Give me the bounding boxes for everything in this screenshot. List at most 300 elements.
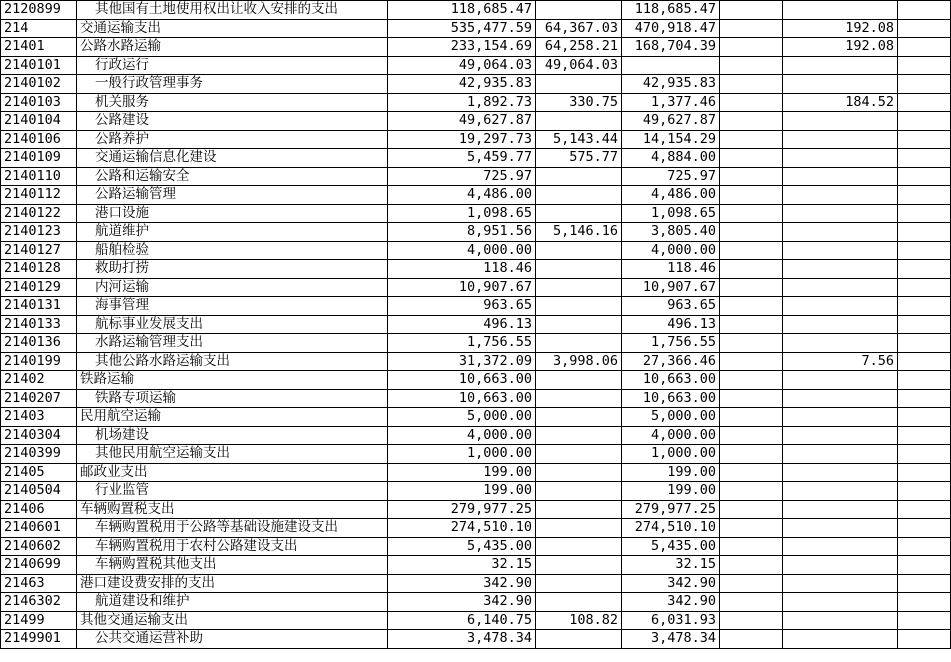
subject-name-cell: 民用航空运输 bbox=[77, 408, 388, 427]
project-expenditure-cell: 14,154.29 bbox=[622, 130, 720, 149]
table-row bbox=[1, 278, 951, 297]
amount-cell bbox=[898, 149, 951, 168]
amount-cell bbox=[720, 186, 783, 205]
table-row bbox=[1, 630, 951, 649]
amount-cell bbox=[720, 611, 783, 630]
amount-cell: 7.56 bbox=[783, 352, 898, 371]
subject-code-cell: 2140109 bbox=[1, 149, 77, 168]
amount-cell bbox=[720, 408, 783, 427]
amount-cell bbox=[720, 630, 783, 649]
amount-cell bbox=[720, 19, 783, 38]
subject-code-cell: 2140304 bbox=[1, 426, 77, 445]
subject-code-cell: 21405 bbox=[1, 463, 77, 482]
basic-expenditure-cell bbox=[536, 167, 622, 186]
project-expenditure-cell: 10,663.00 bbox=[622, 371, 720, 390]
subject-code-cell: 2140112 bbox=[1, 186, 77, 205]
subject-code-cell: 21499 bbox=[1, 611, 77, 630]
amount-cell bbox=[898, 75, 951, 94]
total-amount-cell: 1,756.55 bbox=[388, 334, 536, 353]
amount-cell bbox=[898, 556, 951, 575]
amount-cell bbox=[783, 75, 898, 94]
subject-name-cell: 港口设施 bbox=[77, 204, 388, 223]
subject-name-cell: 交通运输支出 bbox=[77, 19, 388, 38]
amount-cell: 184.52 bbox=[783, 93, 898, 112]
table-row bbox=[1, 1, 951, 20]
subject-code-cell: 21463 bbox=[1, 574, 77, 593]
subject-code-cell: 2140127 bbox=[1, 241, 77, 260]
amount-cell bbox=[898, 537, 951, 556]
project-expenditure-cell: 274,510.10 bbox=[622, 519, 720, 538]
total-amount-cell: 31,372.09 bbox=[388, 352, 536, 371]
amount-cell bbox=[783, 389, 898, 408]
project-expenditure-cell: 27,366.46 bbox=[622, 352, 720, 371]
amount-cell bbox=[783, 371, 898, 390]
amount-cell bbox=[898, 19, 951, 38]
subject-code-cell: 2140104 bbox=[1, 112, 77, 131]
basic-expenditure-cell bbox=[536, 241, 622, 260]
project-expenditure-cell: 4,000.00 bbox=[622, 426, 720, 445]
project-expenditure-cell: 5,000.00 bbox=[622, 408, 720, 427]
subject-name-cell: 港口建设费安排的支出 bbox=[77, 574, 388, 593]
subject-code-cell: 2140101 bbox=[1, 56, 77, 75]
total-amount-cell: 496.13 bbox=[388, 315, 536, 334]
amount-cell bbox=[720, 241, 783, 260]
project-expenditure-cell bbox=[622, 56, 720, 75]
amount-cell bbox=[720, 445, 783, 464]
subject-name-cell: 机关服务 bbox=[77, 93, 388, 112]
amount-cell bbox=[898, 352, 951, 371]
project-expenditure-cell: 1,098.65 bbox=[622, 204, 720, 223]
basic-expenditure-cell bbox=[536, 334, 622, 353]
table-row bbox=[1, 56, 951, 75]
basic-expenditure-cell bbox=[536, 482, 622, 501]
subject-code-cell: 2149901 bbox=[1, 630, 77, 649]
total-amount-cell: 10,663.00 bbox=[388, 371, 536, 390]
table-row bbox=[1, 297, 951, 316]
amount-cell bbox=[720, 93, 783, 112]
amount-cell bbox=[898, 241, 951, 260]
amount-cell bbox=[783, 500, 898, 519]
basic-expenditure-cell: 330.75 bbox=[536, 93, 622, 112]
total-amount-cell: 279,977.25 bbox=[388, 500, 536, 519]
amount-cell bbox=[898, 38, 951, 57]
amount-cell bbox=[898, 389, 951, 408]
total-amount-cell: 4,486.00 bbox=[388, 186, 536, 205]
table-row bbox=[1, 556, 951, 575]
basic-expenditure-cell bbox=[536, 556, 622, 575]
table-row bbox=[1, 482, 951, 501]
amount-cell bbox=[898, 315, 951, 334]
amount-cell: 192.08 bbox=[783, 19, 898, 38]
total-amount-cell: 5,000.00 bbox=[388, 408, 536, 427]
project-expenditure-cell: 4,884.00 bbox=[622, 149, 720, 168]
amount-cell bbox=[720, 500, 783, 519]
basic-expenditure-cell bbox=[536, 537, 622, 556]
amount-cell bbox=[783, 204, 898, 223]
total-amount-cell: 233,154.69 bbox=[388, 38, 536, 57]
table-row bbox=[1, 38, 951, 57]
amount-cell bbox=[783, 408, 898, 427]
amount-cell bbox=[783, 574, 898, 593]
basic-expenditure-cell bbox=[536, 593, 622, 612]
project-expenditure-cell: 118.46 bbox=[622, 260, 720, 279]
subject-code-cell: 2140136 bbox=[1, 334, 77, 353]
table-row bbox=[1, 574, 951, 593]
amount-cell bbox=[783, 1, 898, 20]
amount-cell bbox=[783, 112, 898, 131]
subject-code-cell: 214 bbox=[1, 19, 77, 38]
subject-code-cell: 2140399 bbox=[1, 445, 77, 464]
total-amount-cell: 199.00 bbox=[388, 463, 536, 482]
table-row bbox=[1, 408, 951, 427]
amount-cell bbox=[898, 334, 951, 353]
amount-cell bbox=[898, 371, 951, 390]
total-amount-cell: 10,663.00 bbox=[388, 389, 536, 408]
total-amount-cell: 118,685.47 bbox=[388, 1, 536, 20]
project-expenditure-cell: 963.65 bbox=[622, 297, 720, 316]
basic-expenditure-cell bbox=[536, 75, 622, 94]
amount-cell bbox=[898, 593, 951, 612]
amount-cell bbox=[898, 223, 951, 242]
table-row bbox=[1, 463, 951, 482]
amount-cell bbox=[720, 278, 783, 297]
total-amount-cell: 725.97 bbox=[388, 167, 536, 186]
table-row bbox=[1, 149, 951, 168]
basic-expenditure-cell bbox=[536, 519, 622, 538]
total-amount-cell: 1,892.73 bbox=[388, 93, 536, 112]
subject-code-cell: 21406 bbox=[1, 500, 77, 519]
amount-cell bbox=[898, 260, 951, 279]
total-amount-cell: 10,907.67 bbox=[388, 278, 536, 297]
subject-code-cell: 2140123 bbox=[1, 223, 77, 242]
amount-cell bbox=[720, 223, 783, 242]
amount-cell bbox=[720, 130, 783, 149]
table-row bbox=[1, 112, 951, 131]
amount-cell bbox=[720, 167, 783, 186]
basic-expenditure-cell bbox=[536, 315, 622, 334]
project-expenditure-cell: 342.90 bbox=[622, 574, 720, 593]
amount-cell bbox=[783, 519, 898, 538]
subject-name-cell: 车辆购置税用于农村公路建设支出 bbox=[77, 537, 388, 556]
project-expenditure-cell: 10,663.00 bbox=[622, 389, 720, 408]
amount-cell bbox=[898, 297, 951, 316]
amount-cell bbox=[783, 186, 898, 205]
project-expenditure-cell: 6,031.93 bbox=[622, 611, 720, 630]
basic-expenditure-cell bbox=[536, 574, 622, 593]
project-expenditure-cell: 199.00 bbox=[622, 482, 720, 501]
project-expenditure-cell: 496.13 bbox=[622, 315, 720, 334]
amount-cell bbox=[720, 75, 783, 94]
amount-cell bbox=[720, 389, 783, 408]
total-amount-cell: 199.00 bbox=[388, 482, 536, 501]
amount-cell bbox=[898, 611, 951, 630]
basic-expenditure-cell: 5,143.44 bbox=[536, 130, 622, 149]
amount-cell bbox=[720, 463, 783, 482]
total-amount-cell: 274,510.10 bbox=[388, 519, 536, 538]
table-row bbox=[1, 445, 951, 464]
subject-name-cell: 车辆购置税用于公路等基础设施建设支出 bbox=[77, 519, 388, 538]
total-amount-cell: 118.46 bbox=[388, 260, 536, 279]
table-row bbox=[1, 537, 951, 556]
total-amount-cell: 19,297.73 bbox=[388, 130, 536, 149]
subject-name-cell: 海事管理 bbox=[77, 297, 388, 316]
amount-cell bbox=[783, 537, 898, 556]
total-amount-cell: 4,000.00 bbox=[388, 241, 536, 260]
table-row bbox=[1, 500, 951, 519]
subject-name-cell: 公路运输管理 bbox=[77, 186, 388, 205]
amount-cell bbox=[720, 315, 783, 334]
amount-cell bbox=[783, 297, 898, 316]
amount-cell bbox=[720, 56, 783, 75]
subject-name-cell: 铁路专项运输 bbox=[77, 389, 388, 408]
amount-cell bbox=[783, 426, 898, 445]
project-expenditure-cell: 118,685.47 bbox=[622, 1, 720, 20]
amount-cell bbox=[720, 352, 783, 371]
table-row bbox=[1, 611, 951, 630]
amount-cell bbox=[898, 500, 951, 519]
subject-name-cell: 航道建设和维护 bbox=[77, 593, 388, 612]
amount-cell bbox=[898, 204, 951, 223]
subject-name-cell: 邮政业支出 bbox=[77, 463, 388, 482]
subject-code-cell: 2140128 bbox=[1, 260, 77, 279]
amount-cell bbox=[720, 371, 783, 390]
amount-cell bbox=[720, 519, 783, 538]
total-amount-cell: 535,477.59 bbox=[388, 19, 536, 38]
subject-name-cell: 行政运行 bbox=[77, 56, 388, 75]
total-amount-cell: 342.90 bbox=[388, 574, 536, 593]
project-expenditure-cell: 199.00 bbox=[622, 463, 720, 482]
project-expenditure-cell: 42,935.83 bbox=[622, 75, 720, 94]
project-expenditure-cell: 3,805.40 bbox=[622, 223, 720, 242]
table-row bbox=[1, 389, 951, 408]
amount-cell bbox=[783, 260, 898, 279]
subject-code-cell: 2140133 bbox=[1, 315, 77, 334]
amount-cell bbox=[720, 574, 783, 593]
table-row bbox=[1, 75, 951, 94]
basic-expenditure-cell bbox=[536, 186, 622, 205]
amount-cell bbox=[720, 593, 783, 612]
amount-cell bbox=[720, 297, 783, 316]
amount-cell bbox=[898, 408, 951, 427]
total-amount-cell: 32.15 bbox=[388, 556, 536, 575]
amount-cell bbox=[783, 241, 898, 260]
basic-expenditure-cell: 64,258.21 bbox=[536, 38, 622, 57]
subject-name-cell: 一般行政管理事务 bbox=[77, 75, 388, 94]
subject-code-cell: 2140131 bbox=[1, 297, 77, 316]
subject-name-cell: 车辆购置税支出 bbox=[77, 500, 388, 519]
subject-code-cell: 2146302 bbox=[1, 593, 77, 612]
basic-expenditure-cell bbox=[536, 630, 622, 649]
project-expenditure-cell: 32.15 bbox=[622, 556, 720, 575]
basic-expenditure-cell bbox=[536, 204, 622, 223]
project-expenditure-cell: 342.90 bbox=[622, 593, 720, 612]
basic-expenditure-cell bbox=[536, 463, 622, 482]
amount-cell bbox=[783, 315, 898, 334]
subject-name-cell: 车辆购置税其他支出 bbox=[77, 556, 388, 575]
subject-name-cell: 其他交通运输支出 bbox=[77, 611, 388, 630]
project-expenditure-cell: 168,704.39 bbox=[622, 38, 720, 57]
subject-name-cell: 航道维护 bbox=[77, 223, 388, 242]
subject-code-cell: 2140122 bbox=[1, 204, 77, 223]
amount-cell bbox=[783, 223, 898, 242]
project-expenditure-cell: 4,000.00 bbox=[622, 241, 720, 260]
amount-cell bbox=[720, 260, 783, 279]
amount-cell bbox=[720, 112, 783, 131]
basic-expenditure-cell bbox=[536, 1, 622, 20]
amount-cell bbox=[783, 463, 898, 482]
table-row bbox=[1, 19, 951, 38]
project-expenditure-cell: 1,756.55 bbox=[622, 334, 720, 353]
amount-cell bbox=[898, 445, 951, 464]
subject-code-cell: 21403 bbox=[1, 408, 77, 427]
project-expenditure-cell: 279,977.25 bbox=[622, 500, 720, 519]
total-amount-cell: 49,627.87 bbox=[388, 112, 536, 131]
basic-expenditure-cell: 64,367.03 bbox=[536, 19, 622, 38]
amount-cell bbox=[720, 537, 783, 556]
total-amount-cell: 5,459.77 bbox=[388, 149, 536, 168]
project-expenditure-cell: 4,486.00 bbox=[622, 186, 720, 205]
subject-code-cell: 2120899 bbox=[1, 1, 77, 20]
basic-expenditure-cell: 108.82 bbox=[536, 611, 622, 630]
basic-expenditure-cell: 49,064.03 bbox=[536, 56, 622, 75]
amount-cell bbox=[898, 574, 951, 593]
basic-expenditure-cell bbox=[536, 500, 622, 519]
subject-name-cell: 机场建设 bbox=[77, 426, 388, 445]
subject-code-cell: 2140207 bbox=[1, 389, 77, 408]
amount-cell bbox=[783, 149, 898, 168]
amount-cell bbox=[783, 278, 898, 297]
amount-cell bbox=[783, 130, 898, 149]
amount-cell bbox=[898, 482, 951, 501]
amount-cell bbox=[898, 278, 951, 297]
subject-code-cell: 2140103 bbox=[1, 93, 77, 112]
table-row bbox=[1, 241, 951, 260]
amount-cell bbox=[898, 463, 951, 482]
amount-cell bbox=[898, 93, 951, 112]
table-row bbox=[1, 204, 951, 223]
table-row bbox=[1, 167, 951, 186]
basic-expenditure-cell: 5,146.16 bbox=[536, 223, 622, 242]
amount-cell bbox=[720, 204, 783, 223]
table-row bbox=[1, 519, 951, 538]
subject-name-cell: 公共交通运营补助 bbox=[77, 630, 388, 649]
amount-cell bbox=[898, 112, 951, 131]
amount-cell bbox=[720, 38, 783, 57]
amount-cell bbox=[898, 426, 951, 445]
table-row bbox=[1, 130, 951, 149]
amount-cell bbox=[783, 56, 898, 75]
project-expenditure-cell: 1,000.00 bbox=[622, 445, 720, 464]
project-expenditure-cell: 470,918.47 bbox=[622, 19, 720, 38]
subject-name-cell: 其他公路水路运输支出 bbox=[77, 352, 388, 371]
subject-code-cell: 21402 bbox=[1, 371, 77, 390]
amount-cell bbox=[898, 186, 951, 205]
amount-cell bbox=[720, 482, 783, 501]
total-amount-cell: 1,000.00 bbox=[388, 445, 536, 464]
amount-cell bbox=[720, 149, 783, 168]
project-expenditure-cell: 10,907.67 bbox=[622, 278, 720, 297]
basic-expenditure-cell bbox=[536, 445, 622, 464]
subject-name-cell: 公路和运输安全 bbox=[77, 167, 388, 186]
subject-name-cell: 水路运输管理支出 bbox=[77, 334, 388, 353]
amount-cell bbox=[720, 334, 783, 353]
total-amount-cell: 42,935.83 bbox=[388, 75, 536, 94]
total-amount-cell: 1,098.65 bbox=[388, 204, 536, 223]
amount-cell bbox=[783, 334, 898, 353]
subject-code-cell: 2140199 bbox=[1, 352, 77, 371]
amount-cell bbox=[783, 167, 898, 186]
subject-name-cell: 航标事业发展支出 bbox=[77, 315, 388, 334]
basic-expenditure-cell bbox=[536, 260, 622, 279]
amount-cell bbox=[898, 56, 951, 75]
project-expenditure-cell: 49,627.87 bbox=[622, 112, 720, 131]
amount-cell bbox=[720, 1, 783, 20]
amount-cell bbox=[783, 611, 898, 630]
table-body bbox=[1, 1, 951, 649]
total-amount-cell: 342.90 bbox=[388, 593, 536, 612]
amount-cell bbox=[898, 130, 951, 149]
subject-name-cell: 内河运输 bbox=[77, 278, 388, 297]
amount-cell bbox=[720, 426, 783, 445]
amount-cell bbox=[783, 630, 898, 649]
total-amount-cell: 963.65 bbox=[388, 297, 536, 316]
basic-expenditure-cell bbox=[536, 426, 622, 445]
subject-name-cell: 船舶检验 bbox=[77, 241, 388, 260]
amount-cell bbox=[720, 556, 783, 575]
basic-expenditure-cell: 3,998.06 bbox=[536, 352, 622, 371]
table-row bbox=[1, 352, 951, 371]
basic-expenditure-cell: 575.77 bbox=[536, 149, 622, 168]
basic-expenditure-cell bbox=[536, 112, 622, 131]
table-row bbox=[1, 260, 951, 279]
project-expenditure-cell: 725.97 bbox=[622, 167, 720, 186]
table-row bbox=[1, 593, 951, 612]
table-row bbox=[1, 186, 951, 205]
table-row bbox=[1, 223, 951, 242]
table-row bbox=[1, 371, 951, 390]
amount-cell bbox=[783, 556, 898, 575]
table-row bbox=[1, 334, 951, 353]
amount-cell bbox=[783, 593, 898, 612]
total-amount-cell: 6,140.75 bbox=[388, 611, 536, 630]
amount-cell bbox=[898, 630, 951, 649]
total-amount-cell: 8,951.56 bbox=[388, 223, 536, 242]
amount-cell: 192.08 bbox=[783, 38, 898, 57]
table-row bbox=[1, 93, 951, 112]
subject-name-cell: 其他国有土地使用权出让收入安排的支出 bbox=[77, 1, 388, 20]
subject-code-cell: 2140504 bbox=[1, 482, 77, 501]
subject-name-cell: 公路养护 bbox=[77, 130, 388, 149]
subject-code-cell: 2140102 bbox=[1, 75, 77, 94]
subject-code-cell: 2140110 bbox=[1, 167, 77, 186]
subject-name-cell: 公路水路运输 bbox=[77, 38, 388, 57]
subject-code-cell: 2140106 bbox=[1, 130, 77, 149]
basic-expenditure-cell bbox=[536, 371, 622, 390]
total-amount-cell: 3,478.34 bbox=[388, 630, 536, 649]
basic-expenditure-cell bbox=[536, 389, 622, 408]
amount-cell bbox=[783, 482, 898, 501]
total-amount-cell: 5,435.00 bbox=[388, 537, 536, 556]
amount-cell bbox=[898, 519, 951, 538]
subject-code-cell: 2140602 bbox=[1, 537, 77, 556]
amount-cell bbox=[898, 1, 951, 20]
table-row bbox=[1, 315, 951, 334]
project-expenditure-cell: 1,377.46 bbox=[622, 93, 720, 112]
amount-cell bbox=[783, 445, 898, 464]
project-expenditure-cell: 3,478.34 bbox=[622, 630, 720, 649]
subject-code-cell: 21401 bbox=[1, 38, 77, 57]
subject-code-cell: 2140601 bbox=[1, 519, 77, 538]
